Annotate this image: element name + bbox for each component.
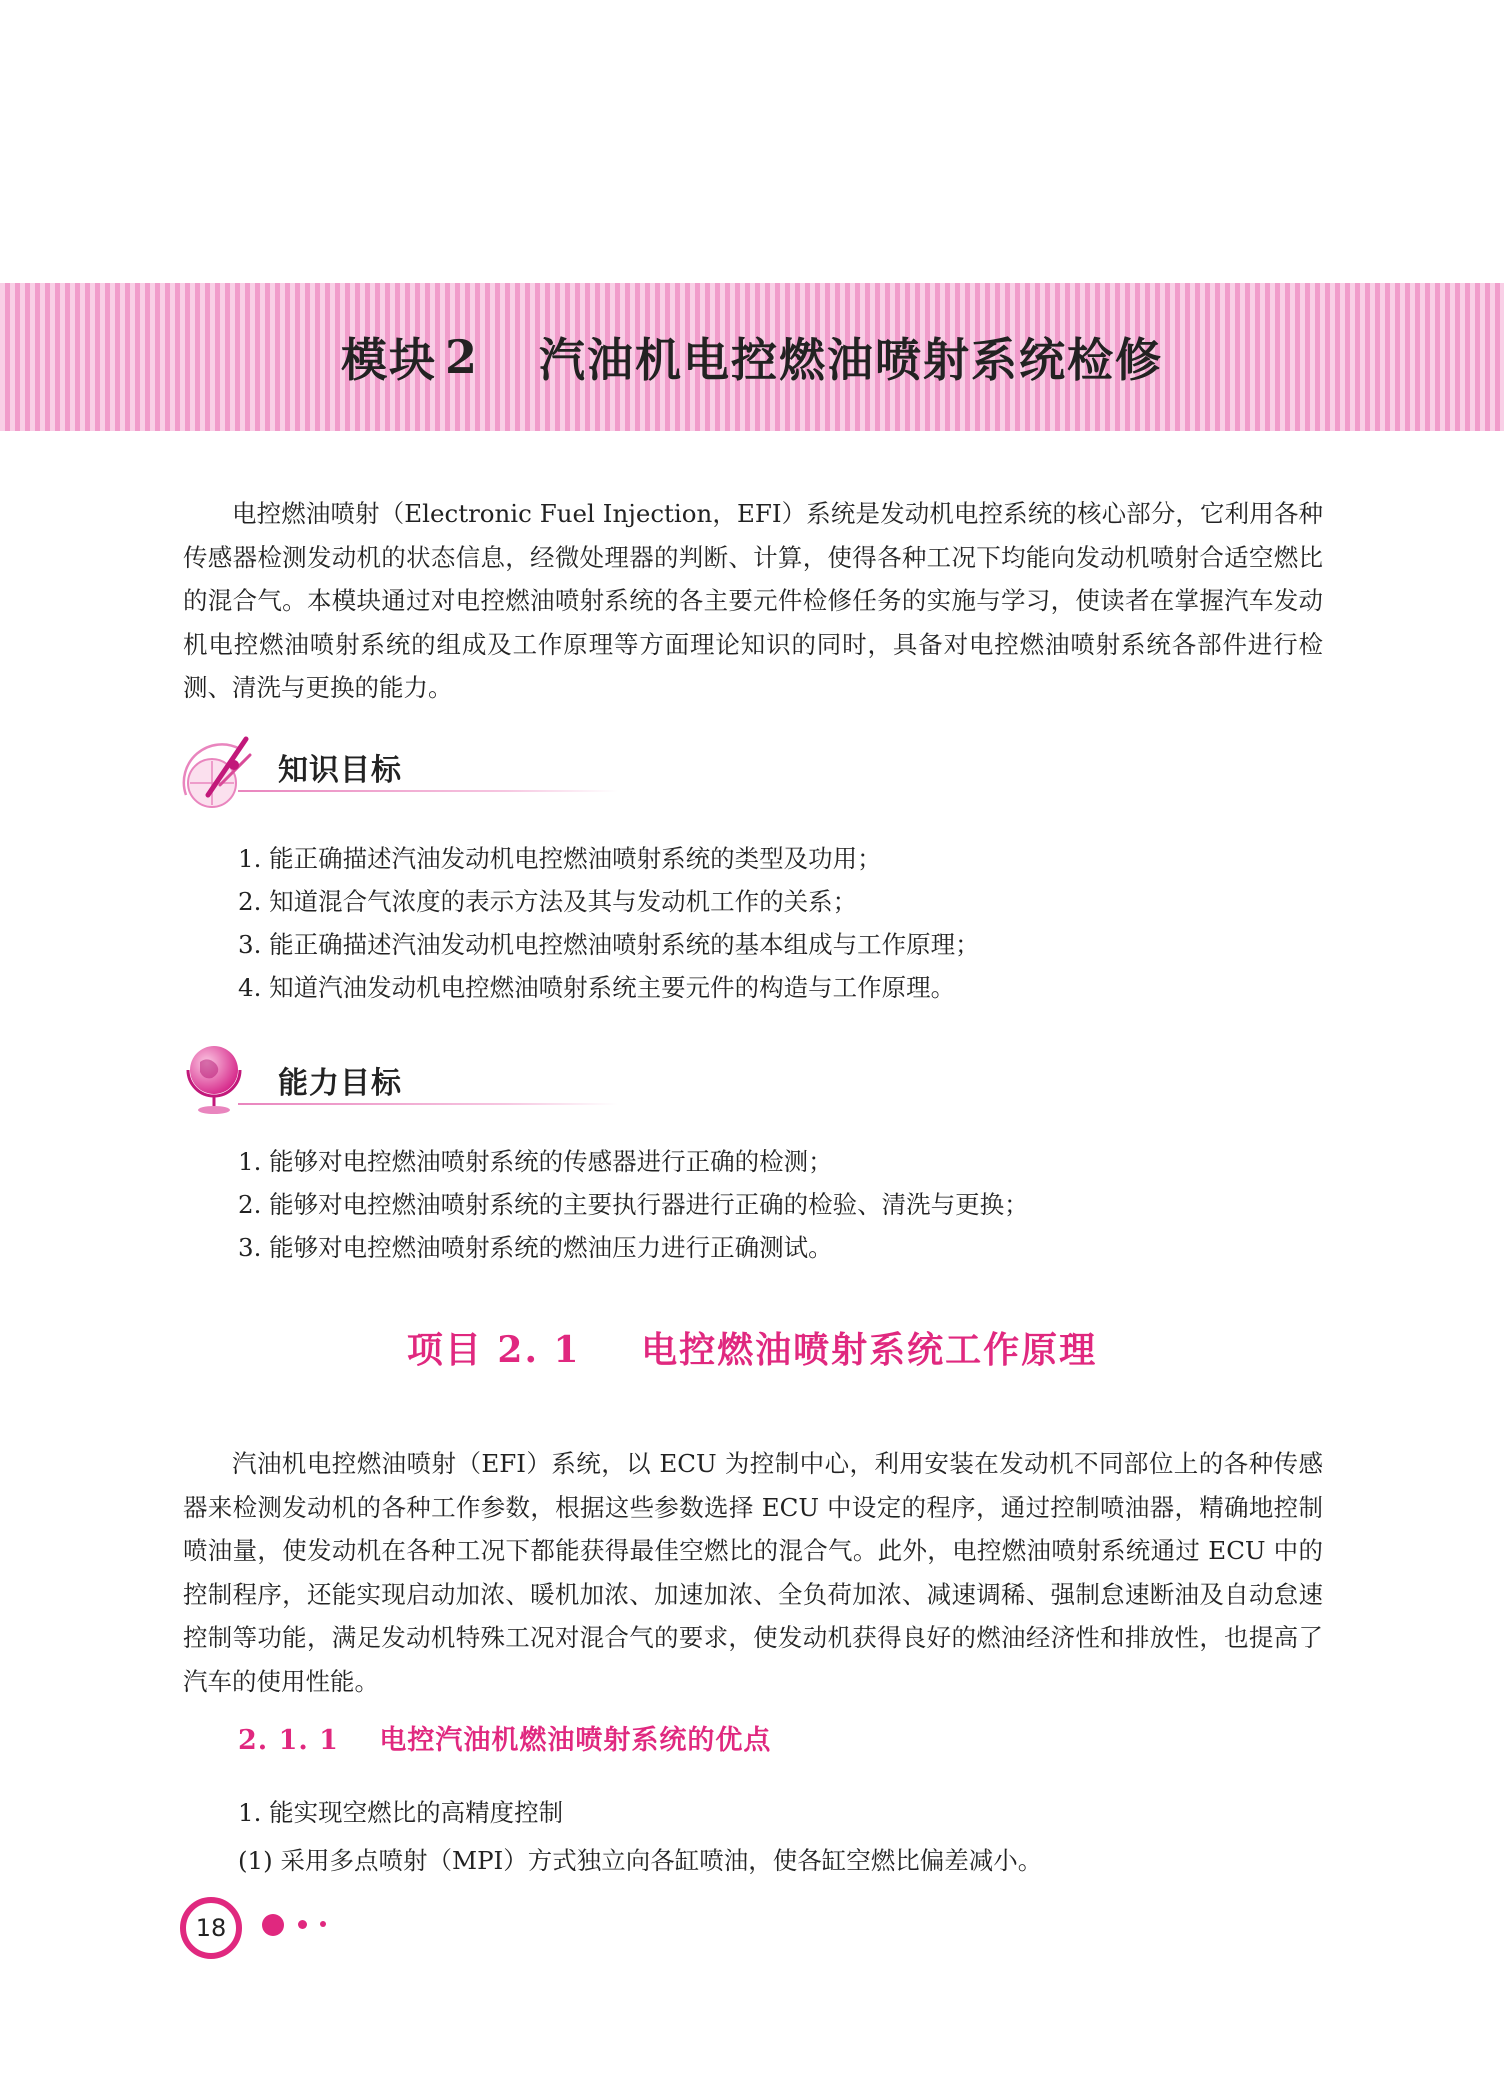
page-dot-medium: [298, 1920, 307, 1929]
intro-paragraph: 电控燃油喷射（Electronic Fuel Injection，EFI）系统是发动机电控系统的核心部分，它利用各种传感器检测发动机的状态信息，经微处理器的判断、计算，使得各种工况下均能向发动机喷射合适空燃比的混合气。本模块通过对电控燃油喷射系统的各主要元件检修任务的实施与学习，使读者在掌握汽车发动机电控燃油喷射系统的组成及工作原理等方面理论知识的同时，具备对电控燃油喷射系统各部件进行检测、清洗与更换的能力。: [183, 499, 1323, 702]
knowledge-goal-item: 3. 能正确描述汽油发动机电控燃油喷射系统的基本组成与工作原理；: [238, 930, 980, 959]
module-banner: [0, 283, 1504, 431]
module-number: 2: [444, 330, 479, 384]
project-title-text: 电控燃油喷射系统工作原理: [641, 1329, 1098, 1371]
page-number-text: 18: [195, 1914, 227, 1942]
ability-goal-item: 2. 能够对电控燃油喷射系统的主要执行器进行正确的检验、清洗与更换；: [238, 1190, 1029, 1219]
module-title-text: 汽油机电控燃油喷射系统检修: [539, 333, 1163, 387]
point-sub-item: (1) 采用多点喷射（MPI）方式独立向各缸喷油，使各缸空燃比偏差减小。: [238, 1846, 1043, 1875]
pen-compass-icon: [178, 725, 268, 815]
project-title: [0, 1322, 1504, 1373]
subsection-number: 2. 1. 1: [238, 1725, 339, 1756]
subsection-heading: [238, 1718, 771, 1757]
subsection-title: 电控汽油机燃油喷射系统的优点: [379, 1725, 772, 1756]
project-intro-paragraph: 汽油机电控燃油喷射（EFI）系统，以 ECU 为控制中心，利用安装在发动机不同部位上的各种传感器来检测发动机的各种工作参数，根据这些参数选择 ECU 中设定的程序，通过控制喷油器，精确地控制喷油量，使发动机在各种工况下都能获得最佳空燃比的混合气。此外，电控燃油喷射系统通过 ECU 中的控制程序，还能实现启动加浓、暖机加浓、加速加浓、全负荷加浓、减速调稀、强制怠速断油及自动怠速控制等功能，满足发动机特殊工况对混合气的要求，使发动机获得良好的燃油经济性和排放性，也提高了汽车的使用性能。: [183, 1449, 1323, 1696]
module-title: [0, 283, 1504, 431]
ability-goals-header: [178, 1038, 478, 1118]
ability-goals-title: 能力目标: [278, 1066, 402, 1101]
ability-goal-item: 1. 能够对电控燃油喷射系统的传感器进行正确的检测；: [238, 1147, 833, 1176]
knowledge-goals-title: 知识目标: [278, 753, 402, 788]
page-number: [180, 1897, 242, 1959]
page-dot-large: [262, 1914, 284, 1936]
knowledge-goal-item: 4. 知道汽油发动机电控燃油喷射系统主要元件的构造与工作原理。: [238, 973, 956, 1002]
module-prefix: 模块: [340, 333, 437, 387]
ability-goal-item: 3. 能够对电控燃油喷射系统的燃油压力进行正确测试。: [238, 1233, 833, 1262]
globe-icon: [178, 1038, 258, 1118]
page-dot-small: [320, 1921, 326, 1927]
point-heading: 1. 能实现空燃比的高精度控制: [238, 1798, 564, 1827]
knowledge-goals-underline: [238, 790, 618, 792]
knowledge-goal-item: 2. 知道混合气浓度的表示方法及其与发动机工作的关系；: [238, 887, 858, 916]
knowledge-goal-item: 1. 能正确描述汽油发动机电控燃油喷射系统的类型及功用；: [238, 844, 882, 873]
ability-goals-underline: [238, 1103, 618, 1105]
project-number: 项目 2. 1: [406, 1329, 581, 1371]
knowledge-goals-header: [178, 725, 478, 805]
